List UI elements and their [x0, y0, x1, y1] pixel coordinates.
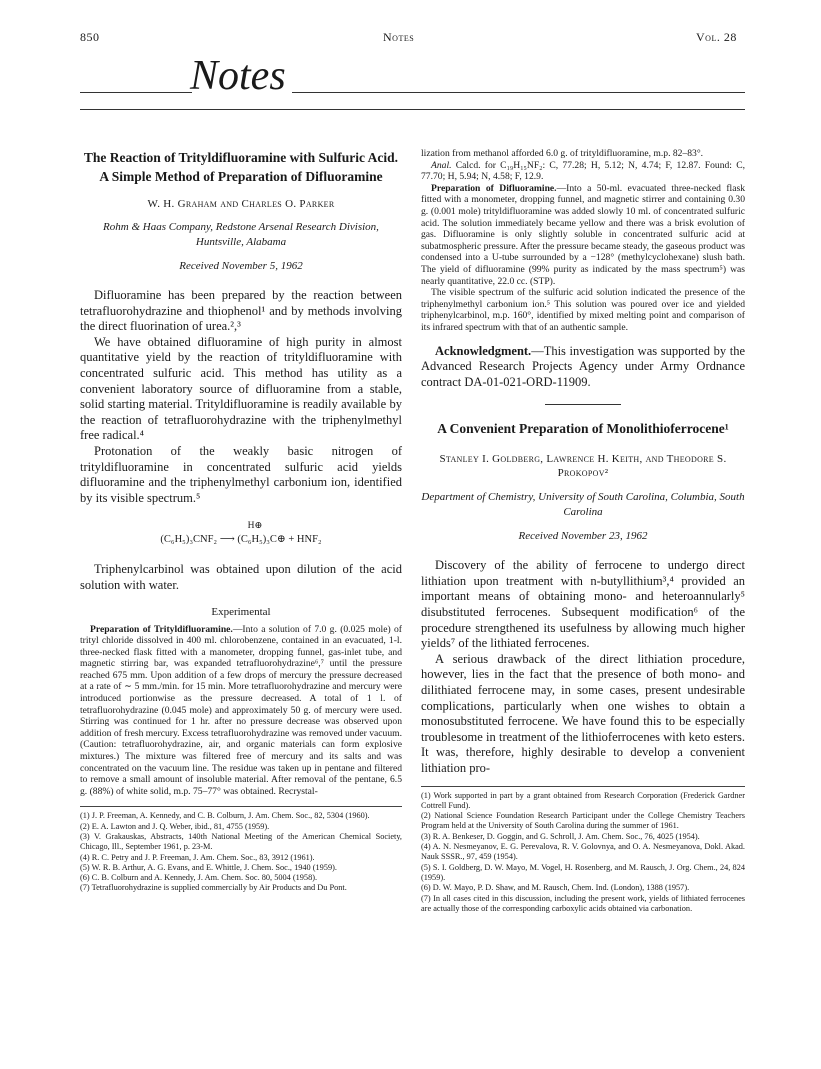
- notes-section-title: Notes: [190, 53, 286, 99]
- header-rule: [80, 109, 745, 110]
- exp2-text: —Into a 50-ml. evacuated three-necked flask fitted with a monometer, dropping funnel, and magnetic stirrer and containing 0.30 g. (0.001 mole) trityldifluoramine was added slowly 10 ml. of concentrated sulfuric acid. The solution immediately became yellow and there was a brisk evolution of gas. Difluoramine is only slightly soluble in concentrated sulfuric acid at subatmospheric pressure. After the pressure became steady, the gaseous product was condensed into a U-tube surrounded by a −128° (methylcyclohexane) slush bath. The yield of difluoramine (99% purity as indicated by the mass spectrum⁵) was nearly quantitative, 22.0 cc. (STP).: [421, 182, 745, 287]
- ack-text: —This investigation was supported by the Advanced Research Projects Agency under Army Ordnance contract DA-01-021-ORD-11909.: [421, 343, 745, 389]
- exp2-label: Preparation of Difluoramine.: [431, 182, 557, 194]
- footnote: (7) In all cases cited in this discussion, including the present work, yields of lithiated ferrocenes are actually those of the corresponding carboxylic acids obtained via carbonation.: [421, 893, 745, 913]
- footnote: (2) National Science Foundation Research Participant under the College Chemistry Teachers Program held at the University of South Carolina during the summer of 1961.: [421, 811, 745, 831]
- anal-label: Anal.: [431, 159, 452, 171]
- footnote: (4) R. C. Petry and J. P. Freeman, J. Am. Chem. Soc., 83, 3912 (1961).: [80, 852, 315, 862]
- note-separator: [545, 404, 621, 405]
- footnote: (3) V. Grakauskas, Abstracts, 140th National Meeting of the American Chemical Society, Chicago, Ill., September 1961, p. 23-M.: [80, 832, 402, 852]
- acknowledgment: [421, 344, 745, 391]
- experimental-heading: Experimental: [211, 605, 271, 618]
- exp1-label: Preparation of Trityldifluoramine.: [90, 623, 233, 635]
- footnote: (5) W. R. B. Arthur, A. G. Evans, and E. Whittle, J. Chem. Soc., 1940 (1959).: [80, 862, 337, 872]
- footnote: (1) J. P. Freeman, A. Kennedy, and C. B. Colburn, J. Am. Chem. Soc., 82, 5304 (1960).: [80, 811, 370, 821]
- equation-catalyst: H⊕: [247, 521, 263, 532]
- experimental-continuation: lization from methanol afforded 6.0 g. of trityldifluoramine, m.p. 82–83°.: [421, 148, 704, 159]
- anal-text: Calcd. for C₁₉H₁₅NF₂: C, 77.28; H, 5.12; N, 4.74; F, 12.87. Found: C, 77.70; H, 5.94; N, 4.58; F, 12.9.: [421, 159, 745, 183]
- footnote: (6) D. W. Mayo, P. D. Shaw, and M. Rausch, Chem. Ind. (London), 1388 (1957).: [421, 883, 690, 893]
- note1-affiliation: Rohm & Haas Company, Redstone Arsenal Research Division, Huntsville, Alabama: [103, 221, 379, 248]
- ack-label: Acknowledgment.: [435, 343, 532, 358]
- note1-authors: W. H. Graham and Charles O. Parker: [147, 198, 335, 210]
- title-rule-left: [80, 92, 192, 93]
- footnote: (5) S. I. Goldberg, D. W. Mayo, M. Vogel, H. Rosenberg, and M. Rausch, J. Org. Chem., 24, 824 (1959).: [421, 862, 745, 882]
- note2-footnotes: [421, 786, 745, 915]
- note1-footnotes: [80, 806, 402, 893]
- equation-text: (C₆H₅)₃CNF₂ ⟶ (C₆H₅)₃C⊕ + HNF₂: [160, 534, 322, 546]
- footnote: (6) C. B. Colburn and A. Kennedy, J. Am. Chem. Soc. 80, 5004 (1958).: [80, 873, 318, 883]
- note1-paragraph: Triphenylcarbinol was obtained upon dilution of the acid solution with water.: [80, 562, 402, 592]
- right-column: [421, 148, 745, 914]
- note2-paragraph: A serious drawback of the direct lithiation procedure, however, lies in the fact that the presence of both mono- and dilithiated ferrocene may, in some cases, present undesirable complications, particularly when one wishes to obtain a monosubstituted ferrocene. We have found this to be especially troublesome in treatment of the lithioferrocenes with keto esters. It was, therefore, highly desirable to develop a convenient lithiation pro-: [421, 651, 745, 775]
- note1-received-date: Received November 5, 1962: [179, 260, 303, 272]
- note2-received-date: Received November 23, 1962: [518, 530, 648, 543]
- note1-paragraph: We have obtained difluoramine of high purity in almost quantitative yield by the reaction of trityldifluoramine with concentrated sulfuric acid. This method has utility as a convenient laboratory source of difluoramine from a stable, solid starting material. Trityldifluoramine is readily available by the reaction of tetrafluorohydrazine with the triphenylmethyl free radical.⁴: [80, 334, 402, 443]
- note1-title: The Reaction of Trityldifluoramine with Sulfuric Acid. A Simple Method of Preparation of Difluoramine: [83, 150, 399, 184]
- footnote: (7) Tetrafluorohydrazine is supplied commercially by Air Products and Du Pont.: [80, 883, 347, 893]
- footnote: (3) R. A. Benkeser, D. Goggin, and G. Schroll, J. Am. Chem. Soc., 76, 4025 (1954).: [421, 831, 700, 841]
- analysis-paragraph: [421, 160, 745, 183]
- experimental-paragraph: [421, 183, 745, 287]
- title-rule-right: [292, 92, 745, 93]
- running-section-title: Notes: [383, 30, 415, 44]
- note1-paragraph: Difluoramine has been prepared by the reaction between tetrafluorohydrazine and thiophenol¹ and by methods involving the direct fluorination of urea.²,³: [80, 288, 402, 334]
- note2-authors: Stanley I. Goldberg, Lawrence H. Keith, and Theodore S. Prokopov²: [439, 453, 727, 480]
- footnote: (2) E. A. Lawton and J. Q. Weber, ibid., 81, 4755 (1959).: [80, 821, 270, 831]
- note1-paragraph: Protonation of the weakly basic nitrogen of trityldifluoramine in concentrated sulfuric acid yields difluoramine and the triphenylmethyl carbonium ion, identified by its visible spectrum.⁵: [80, 443, 402, 505]
- page-number: 850: [80, 30, 100, 44]
- reaction-equation: [80, 520, 402, 546]
- note2-paragraph: Discovery of the ability of ferrocene to undergo direct lithiation upon treatment with n-butyllithium³,⁴ provided an important means of obtaining mono- and heteroannularly⁵ disubstituted ferrocenes. Subsequent modification⁶ of the procedure strengthened its usefulness by allowing much higher yields⁷ of the lithiated ferrocenes.: [421, 558, 745, 651]
- exp1-text: —Into a solution of 7.0 g. (0.025 mole) of trityl chloride dissolved in 400 ml. chlorobenzene, contained in an evacuated, 1-l. three-necked flask fitted with a manometer, dropping funnel, gas-inlet tube, and magnetic stirring bar, was expanded tetrafluorohydrazine⁶,⁷ until the pressure reached 675 mm. Upon addition of a few drops of mercury the pressure decreased at a rate of ∼ 5 mm./min. for 15 min. More tetrafluorohydrazine and mercury were introduced portionwise as the pressure decreased. A total of 1 l. of tetrafluorohydrazine (0.045 mole) and approximately 50 g. of mercury were used. Stirring was continued for 1 hr. after no pressure decrease was observed upon addition of fresh mercury. Excess tetrafluorohydrazine was removed under vacuum. (Caution: tetrafluorohydrazine, air, and organic materials can form explosive mixtures.) The mixture was filtered free of mercury and its salts and was concentrated on the vacuum line. The residue was taken up in pentane and filtered to remove a small amount of insoluble material. After removal of the pentane, 6.5 g. (88%) of white solid, m.p. 75–77° was obtained. Recrystal-: [80, 623, 402, 797]
- left-column: [80, 148, 402, 894]
- experimental-paragraph: [80, 624, 402, 798]
- footnote: (1) Work supported in part by a grant obtained from Research Corporation (Frederick Gardner Cottrell Fund).: [421, 790, 745, 810]
- note2-title: A Convenient Preparation of Monolithioferrocene¹: [437, 421, 729, 437]
- experimental-paragraph: The visible spectrum of the sulfuric acid solution indicated the presence of the triphenylmethyl carbonium ion.⁵ This solution was poured over ice and yielded triphenylcarbinol, m.p. 160°, identified by mixed melting point and comparison of its infrared spectrum with that of an authentic sample.: [421, 287, 745, 333]
- volume-label: Vol. 28: [696, 30, 737, 44]
- footnote: (4) A. N. Nesmeyanov, E. G. Perevalova, R. V. Golovnya, and O. A. Nesmeyanova, Dokl. Akad. Nauk SSSR., 97, 459 (1954).: [421, 842, 745, 862]
- note2-affiliation: Department of Chemistry, University of South Carolina, Columbia, South Carolina: [421, 491, 745, 519]
